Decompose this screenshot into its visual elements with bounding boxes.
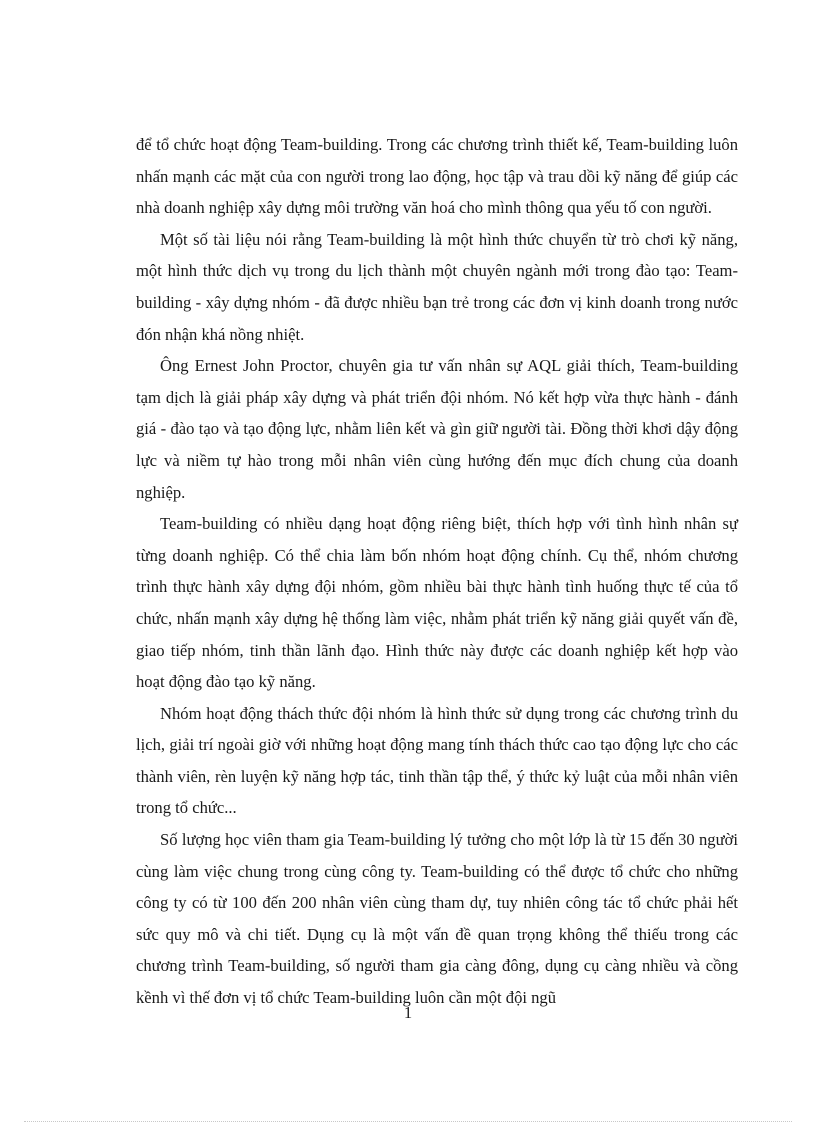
paragraph-team-building-origin: Một số tài liệu nói rằng Team-building là một hình thức chuyển từ trò chơi kỹ năng, một hình thức dịch vụ trong du lịch thành một chuyên ngành mới trong đào tạo: Team-building - xây dựng nhóm - đã được nhiều bạn trẻ trong các đơn vị kinh doanh trong nước đón nhận khá nồng nhiệt. [136,229,738,344]
paragraph-participant-count: Số lượng học viên tham gia Team-building lý tưởng cho một lớp là từ 15 đến 30 người cùng làm việc chung trong cùng công ty. Team-building có thể được tổ chức cho những công ty có từ 100 đến 200 nhân viên cùng tham dự, tuy nhiên công tác tổ chức phải hết sức quy mô và chi tiết. Dụng cụ là một vấn đề quan trọng không thể thiếu trong các chương trình Team-building, số người tham gia càng đông, dụng cụ càng nhiều và cồng kềnh vì thế đơn vị tổ chức Team-building luôn cần một đội ngũ [136,830,738,1008]
page-bottom-divider [24,1121,792,1122]
paragraph-challenge-group: Nhóm hoạt động thách thức đội nhóm là hình thức sử dụng trong các chương trình du lịch, giải trí ngoài giờ với những hoạt động mang tính thách thức cao tạo động lực cho các thành viên, rèn luyện kỹ năng hợp tác, tinh thần tập thể, ý thức kỷ luật của mỗi nhân viên trong tổ chức... [136,703,738,818]
page-number: 1 [403,1003,413,1022]
paragraph-expert-explanation: Ông Ernest John Proctor, chuyên gia tư vấn nhân sự AQL giải thích, Team-building tạm dịch là giải pháp xây dựng và phát triển đội nhóm. Nó kết hợp vừa thực hành - đánh giá - đào tạo và tạo động lực, nhằm liên kết và gìn giữ người tài. Đồng thời khơi dậy động lực và niềm tự hào trong mỗi nhân viên cùng hướng đến mục đích chung của doanh nghiệp. [136,356,738,502]
document-body [136,129,738,1014]
paragraph-continuation: để tổ chức hoạt động Team-building. Trong các chương trình thiết kế, Team-building luôn nhấn mạnh các mặt của con người trong lao động, học tập và trau dồi kỹ năng để giúp các nhà doanh nghiệp xây dựng môi trường văn hoá cho mình thông qua yếu tố con người. [136,135,738,218]
paragraph-activity-types: Team-building có nhiều dạng hoạt động riêng biệt, thích hợp với tình hình nhân sự từng doanh nghiệp. Có thể chia làm bốn nhóm hoạt động chính. Cụ thể, nhóm chương trình thực hành xây dựng đội nhóm, gồm nhiều bài thực hành tình huống thực tế của tổ chức, nhấn mạnh xây dựng hệ thống làm việc, nhằm phát triển kỹ năng giải quyết vấn đề, giao tiếp nhóm, tinh thần lãnh đạo. Hình thức này được các doanh nghiệp kết hợp vào hoạt động đào tạo kỹ năng. [136,514,738,692]
